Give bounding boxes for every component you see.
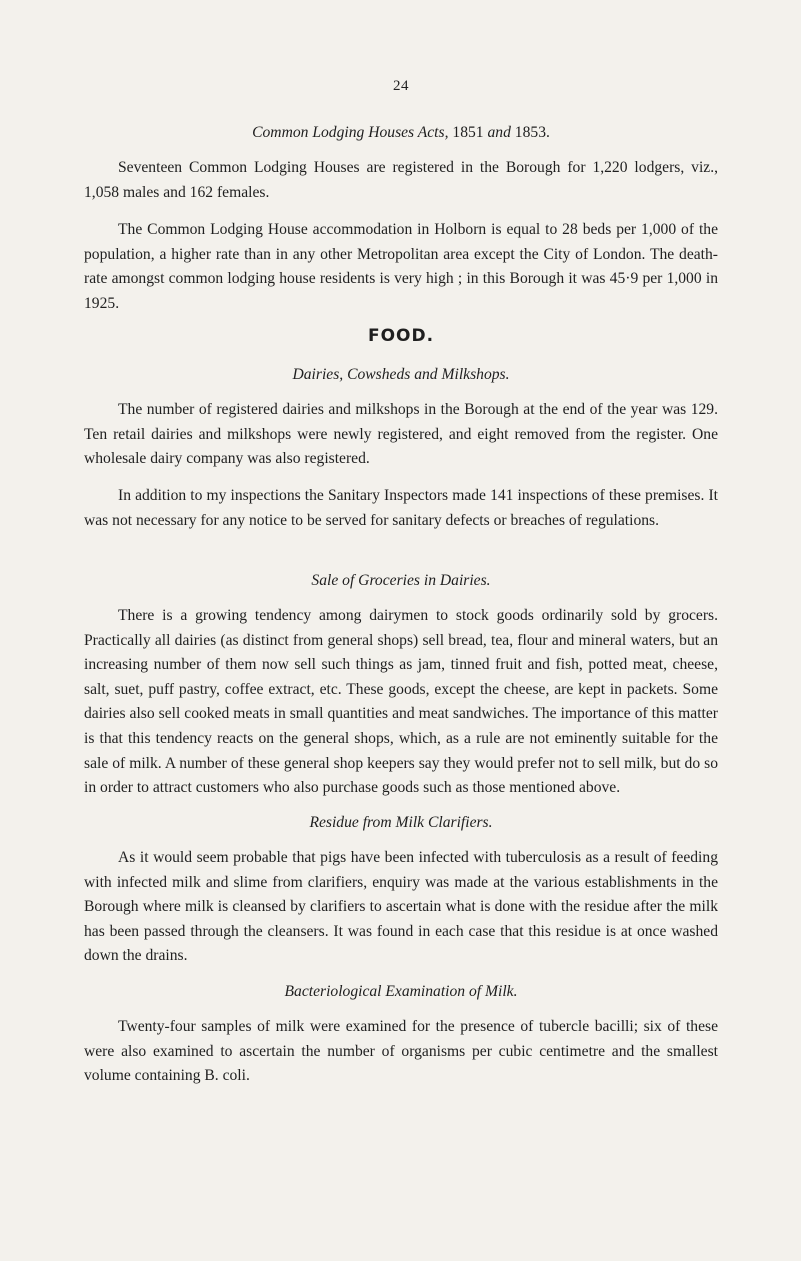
lodging-heading [84, 121, 718, 146]
lodging-heading-year2: 1853. [514, 124, 550, 141]
groceries-heading: Sale of Groceries in Dairies. [311, 572, 491, 589]
lodging-paragraph-2: The Common Lodging House accommodation in Holborn is equal to 28 beds per 1,000 of the population, a higher rate than in any other Metropolitan area except the City of London. The death-rate amongst common lodging house residents is very high ; in this Borough it was 45·9 per 1,000 in 1925. [84, 221, 718, 312]
lodging-heading-title: Common Lodging Houses Acts, [252, 124, 449, 141]
food-heading: FOOD. [367, 326, 435, 346]
residue-heading: Residue from Milk Clarifiers. [309, 814, 493, 831]
lodging-heading-year1: 1851 [452, 124, 484, 141]
page-number: 24 [393, 78, 409, 94]
bacteriological-heading: Bacteriological Examination of Milk. [284, 983, 518, 1000]
dairies-subheading: Dairies, Cowsheds and Milkshops. [292, 366, 510, 383]
groceries-paragraph: There is a growing tendency among dairymen to stock goods ordinarily sold by grocers. Practically all dairies (as distinct from general shops) sell bread, tea, flour and mineral waters, but an increasing number of them now sell such things as jam, tinned fruit and fish, potted meat, cheese, salt, suet, puff pastry, coffee extract, etc. These goods, except the cheese, are kept in packets. Some dairies also sell cooked meats in small quantities and meat sandwiches. The importance of this matter is that this tendency reacts on the general shops, which, as a rule are not eminently suitable for the sale of milk. A number of these general shop keepers say they would prefer not to sell milk, but do so in order to attract customers who also purchase goods such as those mentioned above. [84, 607, 718, 797]
dairies-paragraph-2: In addition to my inspections the Sanitary Inspectors made 141 inspections of these premises. It was not necessary for any notice to be served for sanitary defects or breaches of regulations. [84, 487, 718, 529]
dairies-paragraph-1: The number of registered dairies and milkshops in the Borough at the end of the year was 129. Ten retail dairies and milkshops were newly registered, and eight removed from the register. One wholesale dairy company was also registered. [84, 401, 718, 468]
lodging-paragraph-1: Seventeen Common Lodging Houses are registered in the Borough for 1,220 lodgers, viz., 1,058 males and 162 females. [84, 159, 718, 201]
lodging-heading-and: and [487, 124, 511, 141]
bacteriological-paragraph: Twenty-four samples of milk were examined for the presence of tubercle bacilli; six of these were also examined to ascertain the number of organisms per cubic centimetre and the smallest volume containing B. coli. [84, 1018, 718, 1085]
residue-paragraph: As it would seem probable that pigs have been infected with tuberculosis as a result of feeding with infected milk and slime from clarifiers, enquiry was made at the various establishments in the Borough where milk is cleansed by clarifiers to ascertain what is done with the residue after the milk has been passed through the cleansers. It was found in each case that this residue is at once washed down the drains. [84, 849, 718, 965]
